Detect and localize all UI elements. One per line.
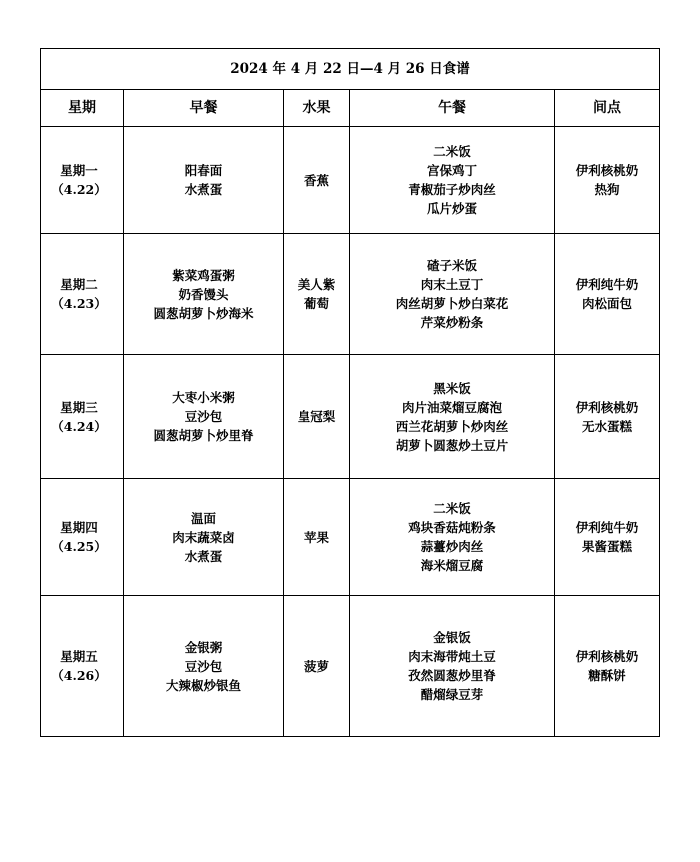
day-date: （4.23） — [51, 296, 107, 311]
lunch-item: 蒜薹炒肉丝 — [420, 539, 484, 554]
table-row — [41, 596, 660, 737]
lunch-item: 肉片油菜熘豆腐泡 — [401, 399, 502, 415]
lunch-cell — [350, 479, 555, 596]
fruit-cell — [284, 355, 350, 479]
snack-cell — [555, 596, 660, 737]
lunch-item: 二米饭 — [433, 501, 471, 516]
day-cell — [41, 127, 124, 234]
fruit-item: 香蕉 — [303, 172, 329, 188]
header-snack: 间点 — [555, 90, 660, 127]
lunch-item: 鸡块香菇炖粉条 — [408, 520, 496, 535]
snack-cell — [555, 127, 660, 234]
breakfast-cell — [124, 596, 284, 737]
menu-title: 2024 年 4 月 22 日—4 月 26 日食谱 — [41, 49, 660, 90]
fruit-cell — [284, 127, 350, 234]
table-row — [41, 234, 660, 355]
breakfast-item: 大辣椒炒银鱼 — [165, 677, 241, 693]
snack-item: 伊利纯牛奶 — [575, 520, 639, 535]
header-day: 星期 — [41, 90, 124, 127]
lunch-item: 金银饭 — [433, 630, 471, 645]
weekly-menu-table — [40, 48, 660, 737]
snack-item: 伊利核桃奶 — [575, 163, 639, 178]
snack-item: 伊利核桃奶 — [575, 649, 639, 664]
day-cell — [41, 234, 124, 355]
breakfast-item: 奶香馒头 — [178, 286, 229, 302]
day-name: 星期三 — [60, 399, 98, 415]
fruit-item: 美人紫葡萄 — [297, 277, 336, 311]
breakfast-item: 圆葱胡萝卜炒海米 — [153, 305, 254, 321]
snack-item: 无水蛋糕 — [581, 418, 632, 434]
day-name: 星期二 — [60, 277, 98, 292]
breakfast-item: 水煮蛋 — [184, 182, 223, 197]
lunch-item: 肉末海带炖土豆 — [408, 649, 496, 664]
breakfast-item: 水煮蛋 — [184, 548, 223, 564]
header-fruit: 水果 — [284, 90, 350, 127]
breakfast-item: 豆沙包 — [184, 658, 223, 674]
lunch-item: 肉丝胡萝卜炒白菜花 — [395, 296, 509, 311]
day-name: 星期五 — [60, 649, 98, 664]
fruit-item: 皇冠梨 — [297, 409, 336, 424]
fruit-cell — [284, 596, 350, 737]
breakfast-cell — [124, 355, 284, 479]
snack-item: 伊利纯牛奶 — [575, 277, 639, 292]
lunch-item: 孜然圆葱炒里脊 — [408, 668, 496, 683]
breakfast-item: 温面 — [190, 510, 216, 526]
lunch-item: 海米熘豆腐 — [420, 558, 484, 573]
breakfast-item: 阳春面 — [184, 163, 223, 178]
fruit-cell — [284, 479, 350, 596]
breakfast-item: 大枣小米粥 — [172, 390, 235, 405]
snack-item: 糖酥饼 — [588, 668, 626, 683]
day-date: （4.24） — [51, 418, 107, 434]
header-lunch: 午餐 — [350, 90, 555, 127]
lunch-item: 西兰花胡萝卜炒肉丝 — [395, 418, 509, 434]
title-row — [41, 49, 660, 90]
day-date: （4.25） — [51, 539, 107, 554]
day-cell — [41, 596, 124, 737]
lunch-cell — [350, 234, 555, 355]
lunch-cell — [350, 127, 555, 234]
day-name: 星期四 — [60, 520, 98, 535]
breakfast-cell — [124, 234, 284, 355]
day-date: （4.26） — [51, 668, 107, 683]
lunch-item: 二米饭 — [433, 144, 471, 159]
fruit-cell — [284, 234, 350, 355]
header-row — [41, 90, 660, 127]
table-row — [41, 127, 660, 234]
lunch-item: 芹菜炒粉条 — [420, 315, 484, 330]
snack-item: 果酱蛋糕 — [581, 539, 632, 554]
day-cell — [41, 479, 124, 596]
day-cell — [41, 355, 124, 479]
fruit-item: 苹果 — [303, 529, 329, 545]
snack-cell — [555, 479, 660, 596]
snack-item: 热狗 — [594, 182, 620, 197]
snack-item: 伊利核桃奶 — [575, 399, 639, 415]
header-breakfast: 早餐 — [124, 90, 284, 127]
breakfast-cell — [124, 127, 284, 234]
breakfast-item: 圆葱胡萝卜炒里脊 — [153, 428, 254, 443]
breakfast-cell — [124, 479, 284, 596]
fruit-item: 菠萝 — [303, 658, 329, 674]
table-row — [41, 355, 660, 479]
lunch-item: 胡萝卜圆葱炒土豆片 — [395, 437, 509, 453]
lunch-item: 醋熘绿豆芽 — [420, 687, 484, 702]
snack-cell — [555, 234, 660, 355]
lunch-item: 黑米饭 — [433, 380, 471, 396]
snack-item: 肉松面包 — [581, 296, 632, 311]
breakfast-item: 豆沙包 — [184, 409, 223, 424]
lunch-item: 肉末土豆丁 — [420, 277, 484, 292]
lunch-item: 青椒茄子炒肉丝 — [408, 182, 496, 197]
table-row — [41, 479, 660, 596]
breakfast-item: 肉末蔬菜卤 — [172, 529, 235, 545]
breakfast-item: 金银粥 — [184, 639, 223, 655]
lunch-item: 宫保鸡丁 — [426, 163, 477, 178]
day-name: 星期一 — [60, 163, 98, 178]
snack-cell — [555, 355, 660, 479]
lunch-item: 碴子米饭 — [426, 258, 477, 273]
breakfast-item: 紫菜鸡蛋粥 — [172, 267, 235, 283]
lunch-cell — [350, 355, 555, 479]
day-date: （4.22） — [51, 182, 107, 197]
lunch-item: 瓜片炒蛋 — [426, 201, 477, 216]
lunch-cell — [350, 596, 555, 737]
